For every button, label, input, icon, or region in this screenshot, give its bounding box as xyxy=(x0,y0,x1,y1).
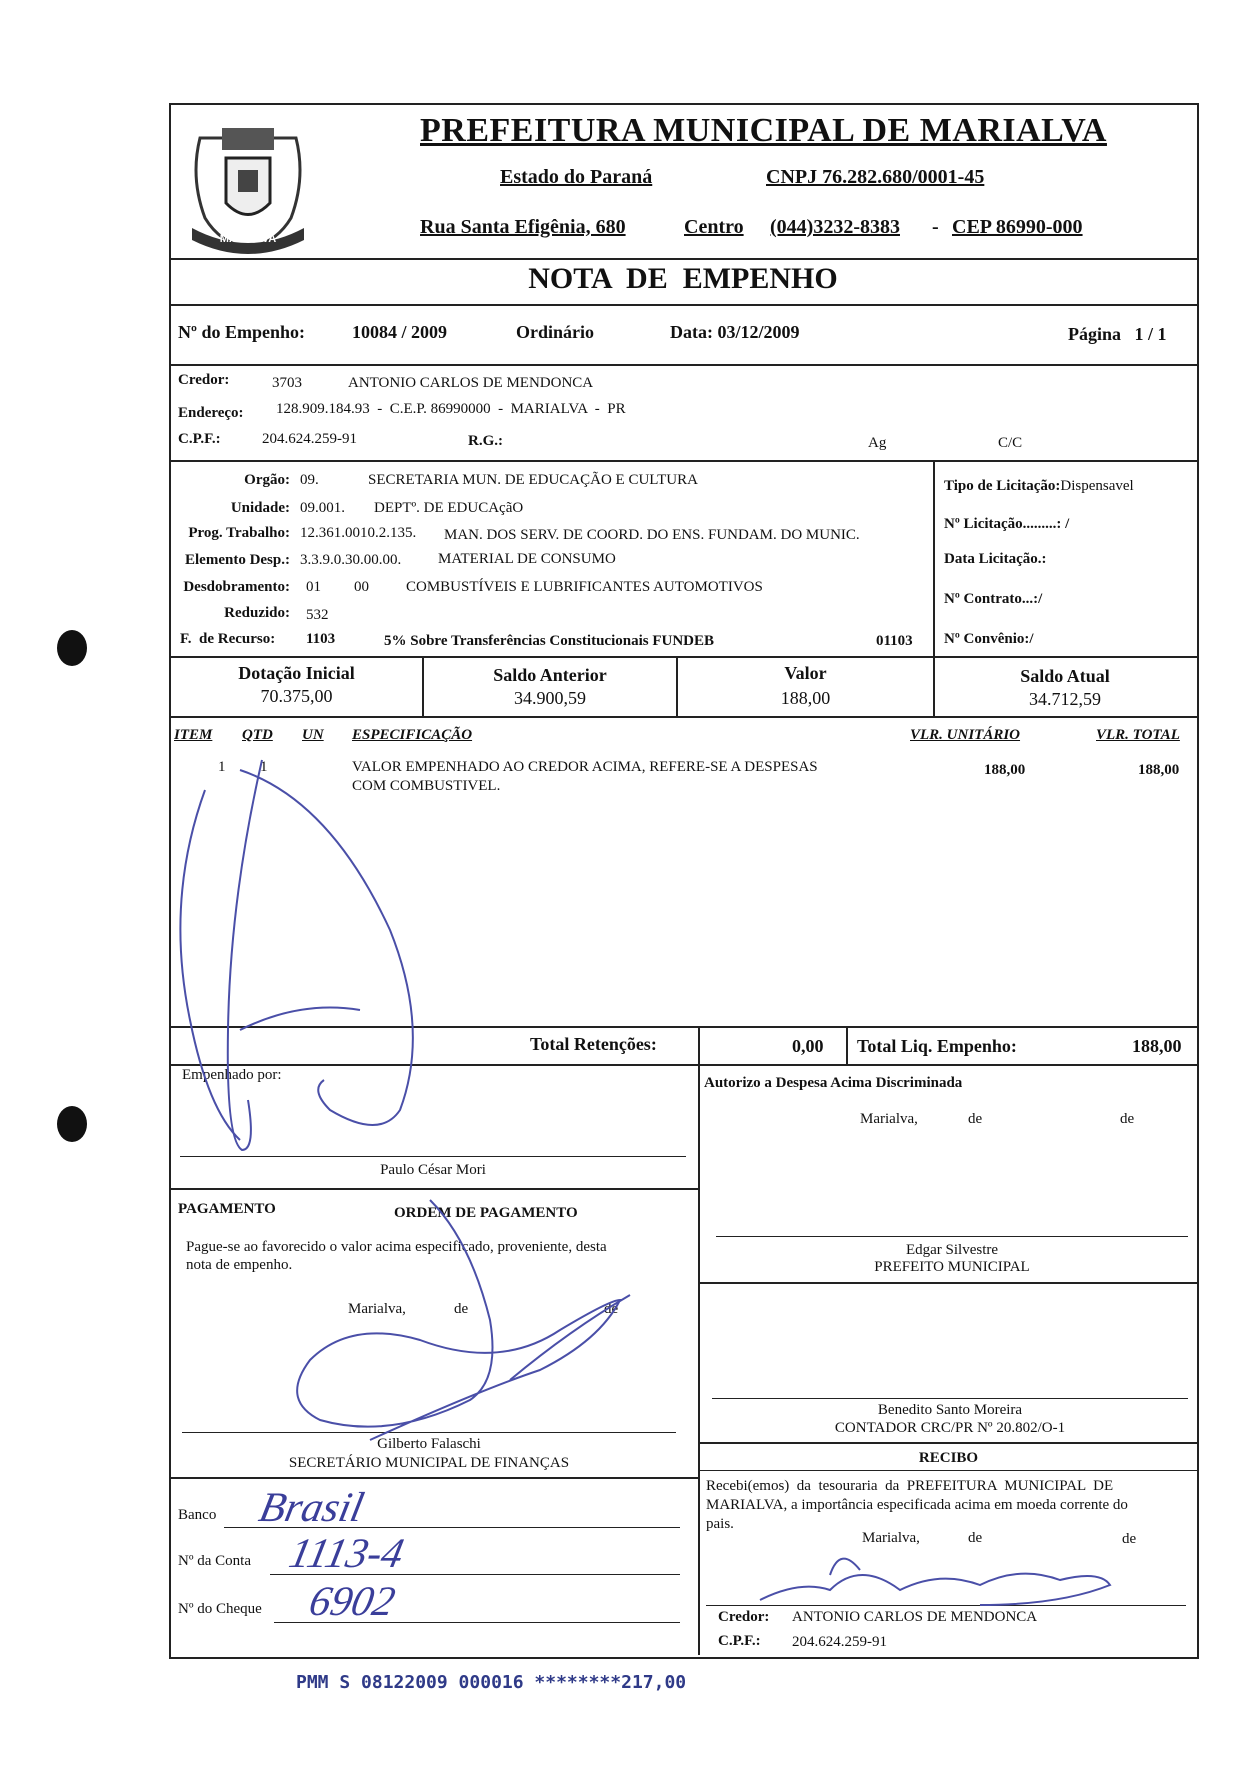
items-header-unit: VLR. UNITÁRIO xyxy=(910,727,1021,743)
licitacao-numero: Nº Licitação.........: / xyxy=(944,516,1070,532)
empenho-page: Página 1 / 1 xyxy=(1068,324,1167,344)
elemento-label: Elemento Desp.: xyxy=(185,552,290,568)
orgao-code: 09. xyxy=(300,472,319,488)
header-state: Estado do Paraná xyxy=(500,166,653,188)
desdobramento-name: COMBUSTÍVEIS E LUBRIFICANTES AUTOMOTIVOS xyxy=(406,579,763,595)
pagamento-place: Marialva, xyxy=(348,1301,406,1317)
pagamento-text-2: nota de empenho. xyxy=(186,1257,293,1273)
item-number: 1 xyxy=(218,759,226,775)
header-centro: Centro xyxy=(684,216,744,238)
recibo-cpf-label: C.P.F.: xyxy=(718,1633,761,1649)
item-total-value: 188,00 xyxy=(1138,762,1180,778)
recurso-name: 5% Sobre Transferências Constitucionais FUNDEB xyxy=(384,633,715,649)
conta-label: Nº da Conta xyxy=(178,1553,251,1569)
reduzido-value: 532 xyxy=(306,607,329,623)
valor-label: Valor xyxy=(784,663,827,683)
desdobramento-label: Desdobramento: xyxy=(183,579,290,595)
secretario-role: SECRETÁRIO MUNICIPAL DE FINANÇAS xyxy=(288,1455,570,1471)
orgao-name: SECRETARIA MUN. DE EDUCAÇÃO E CULTURA xyxy=(368,472,698,488)
dotacao-inicial-label: Dotação Inicial xyxy=(238,663,355,683)
recibo-credor-name: ANTONIO CARLOS DE MENDONCA xyxy=(792,1609,1038,1625)
recibo-de-2: de xyxy=(1122,1531,1137,1547)
licitacao-contrato: Nº Contrato...:/ xyxy=(944,591,1043,607)
item-qtd: 1 xyxy=(260,759,268,775)
document-title: NOTA DE EMPENHO xyxy=(528,262,838,295)
empenhado-name: Paulo César Mori xyxy=(380,1162,486,1178)
dotacao-inicial-value: 70.375,00 xyxy=(260,686,333,706)
processing-stamp: PMM S 08122009 000016 ********217,00 xyxy=(296,1672,687,1693)
cpf-value: 204.624.259-91 xyxy=(262,431,357,447)
pagamento-de-2: de xyxy=(604,1301,619,1317)
header-title: PREFEITURA MUNICIPAL DE MARIALVA xyxy=(420,112,1107,149)
items-header-total: VLR. TOTAL xyxy=(1096,727,1180,743)
prog-name: MAN. DOS SERV. DE COORD. DO ENS. FUNDAM. DO MUNIC. xyxy=(444,527,860,543)
empenhado-label: Empenhado por: xyxy=(182,1067,282,1083)
contador-name: Benedito Santo Moreira xyxy=(877,1402,1023,1418)
cheque-value: 6902 xyxy=(305,1579,399,1625)
empenho-date: Data: 03/12/2009 xyxy=(670,322,800,342)
autorizo-de-2: de xyxy=(1120,1111,1135,1127)
autorizo-label: Autorizo a Despesa Acima Discriminada xyxy=(704,1075,963,1091)
empenho-type: Ordinário xyxy=(516,322,595,342)
items-header-un: UN xyxy=(302,727,324,743)
endereco-label: Endereço: xyxy=(178,405,244,421)
unidade-code: 09.001. xyxy=(300,500,345,516)
credor-label: Credor: xyxy=(178,372,230,388)
empenho-number: 10084 / 2009 xyxy=(352,322,448,342)
items-header-especificacao: ESPECIFICAÇÃO xyxy=(352,727,473,743)
rg-label: R.G.: xyxy=(468,433,503,449)
ag-label: Ag xyxy=(868,435,887,451)
items-header-item: ITEM xyxy=(174,727,213,743)
recibo-text-1: Recebi(emos) da tesouraria da PREFEITURA MUNICIPAL DE xyxy=(706,1478,1114,1494)
recibo-cpf-value: 204.624.259-91 xyxy=(792,1634,887,1650)
items-header-qtd: QTD xyxy=(242,727,273,743)
valor-value: 188,00 xyxy=(780,688,831,708)
cpf-label: C.P.F.: xyxy=(178,431,221,447)
total-retencoes-value: 0,00 xyxy=(792,1036,824,1056)
elemento-code: 3.3.9.0.30.00.00. xyxy=(300,552,402,568)
recurso-code-2: 01103 xyxy=(876,633,913,649)
licitacao-data: Data Licitação.: xyxy=(944,551,1047,567)
pagamento-text-1: Pague-se ao favorecido o valor acima especificado, proveniente, desta xyxy=(186,1239,607,1255)
recurso-label: F. de Recurso: xyxy=(180,631,276,647)
empenho-label: Nº do Empenho: xyxy=(178,322,305,342)
saldo-atual-label: Saldo Atual xyxy=(1020,666,1110,686)
total-liq-value: 188,00 xyxy=(1132,1036,1182,1056)
total-retencoes-label: Total Retenções: xyxy=(530,1034,657,1054)
pagamento-label: PAGAMENTO xyxy=(178,1201,276,1217)
autorizo-place: Marialva, xyxy=(860,1111,918,1127)
recibo-text-3: pais. xyxy=(706,1516,734,1532)
recibo-de-1: de xyxy=(968,1530,983,1546)
desdobramento-code-2: 00 xyxy=(354,579,369,595)
prefeito-role: PREFEITO MUNICIPAL xyxy=(874,1259,1030,1275)
header-cep: CEP 86990-000 xyxy=(952,216,1083,238)
cheque-label: Nº do Cheque xyxy=(178,1601,262,1617)
prog-code: 12.361.0010.2.135. xyxy=(300,525,417,541)
licitacao-tipo-title: Tipo de Licitação: xyxy=(944,478,1061,494)
saldo-atual-value: 34.712,59 xyxy=(1029,689,1101,709)
desdobramento-code-1: 01 xyxy=(306,579,321,595)
prefeito-name: Edgar Silvestre xyxy=(905,1242,999,1258)
credor-code: 3703 xyxy=(272,375,302,391)
header-phone: (044)3232-8383 xyxy=(770,216,900,238)
elemento-name: MATERIAL DE CONSUMO xyxy=(438,551,616,567)
reduzido-label: Reduzido: xyxy=(224,605,290,621)
total-liq-label: Total Liq. Empenho: xyxy=(857,1036,1017,1056)
credor-name: ANTONIO CARLOS DE MENDONCA xyxy=(348,375,594,391)
recurso-code: 1103 xyxy=(306,631,336,647)
unidade-label: Unidade: xyxy=(230,500,290,516)
contador-role: CONTADOR CRC/PR Nº 20.802/O-1 xyxy=(834,1420,1066,1436)
recibo-credor-label: Credor: xyxy=(718,1609,770,1625)
pagamento-de-1: de xyxy=(454,1301,469,1317)
header-cnpj: CNPJ 76.282.680/0001-45 xyxy=(766,166,985,188)
cc-label: C/C xyxy=(998,435,1023,451)
header-address: Rua Santa Efigênia, 680 xyxy=(420,216,626,238)
recibo-place: Marialva, xyxy=(862,1530,920,1546)
item-description-line2: COM COMBUSTIVEL. xyxy=(352,778,501,794)
item-unit-value: 188,00 xyxy=(984,762,1026,778)
saldo-anterior-label: Saldo Anterior xyxy=(493,665,607,685)
unidade-name: DEPTº. DE EDUCAçãO xyxy=(374,500,524,516)
recibo-label: RECIBO xyxy=(918,1450,979,1466)
prog-label: Prog. Trabalho: xyxy=(188,525,290,541)
conta-value: 1113-4 xyxy=(285,1531,408,1577)
banco-value: Brasil xyxy=(255,1485,368,1531)
recibo-text-2: MARIALVA, a importância especificada acima em moeda corrente do xyxy=(706,1497,1128,1513)
banco-label: Banco xyxy=(178,1507,217,1523)
crest-ribbon-text: MARIALVA xyxy=(219,233,277,245)
secretario-name: Gilberto Falaschi xyxy=(377,1436,481,1452)
licitacao-convenio: Nº Convênio:/ xyxy=(944,631,1034,647)
ordem-pagamento-label: ORDEM DE PAGAMENTO xyxy=(394,1205,578,1221)
autorizo-de-1: de xyxy=(968,1111,983,1127)
item-description-line1: VALOR EMPENHADO AO CREDOR ACIMA, REFERE-SE A DESPESAS xyxy=(352,759,818,775)
endereco-value: 128.909.184.93 - C.E.P. 86990000 - MARIALVA - PR xyxy=(276,401,626,417)
header-dash: - xyxy=(932,216,939,238)
licitacao-tipo-value: Dispensavel xyxy=(1060,478,1134,494)
saldo-anterior-value: 34.900,59 xyxy=(514,688,586,708)
orgao-label: Orgão: xyxy=(244,472,290,488)
